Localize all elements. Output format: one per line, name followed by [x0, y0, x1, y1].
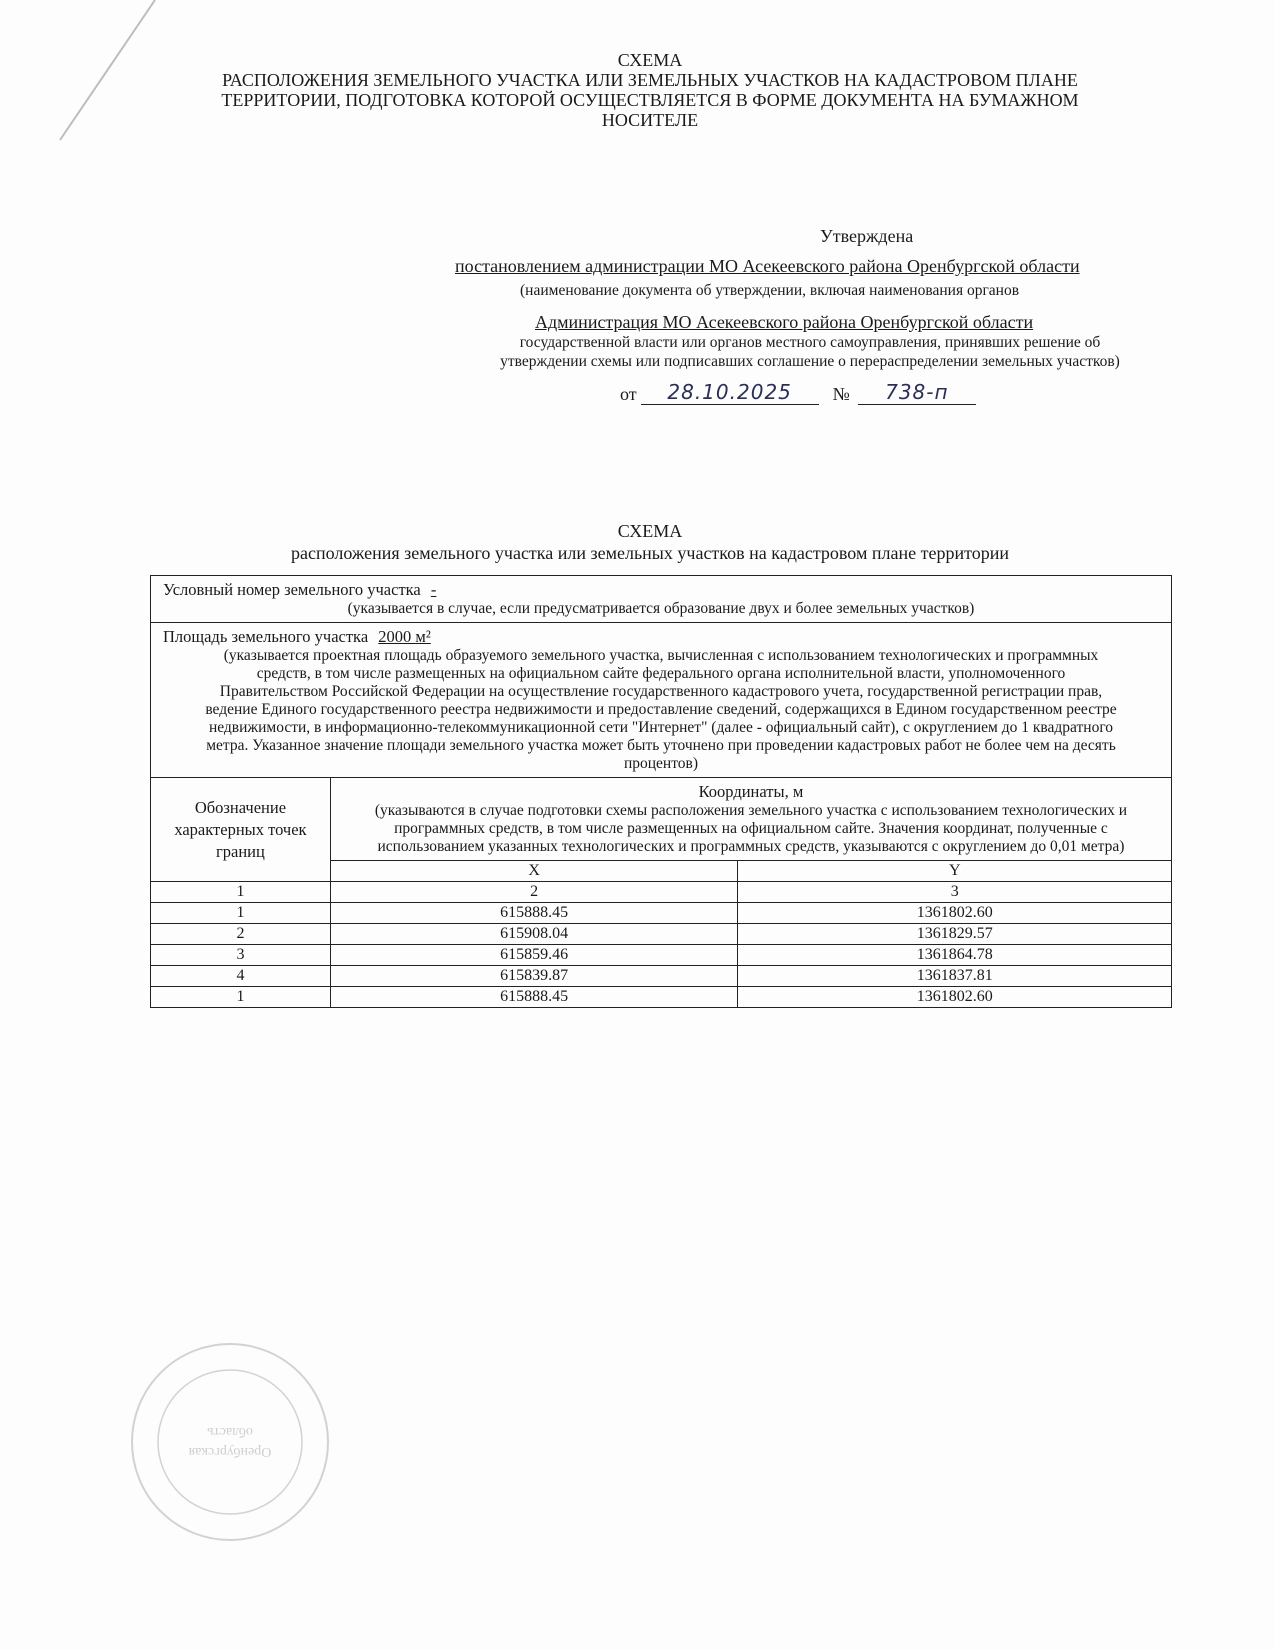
scheme-subtitle: расположения земельного участка или земельных участков на кадастровом плане территории: [291, 543, 1009, 563]
table-row: [151, 987, 1172, 1008]
approval-date-row: [620, 380, 976, 405]
point-id: 3: [151, 945, 331, 966]
number-field: [858, 380, 976, 405]
col-number-2: 2: [330, 882, 738, 903]
authority-note-line-2: утверждении схемы или подписавших соглашение о перераспределении земельных участков): [500, 353, 1120, 370]
col-number-1: 1: [151, 882, 331, 903]
coords-header: Координаты, м: [698, 782, 804, 801]
approval-document-name: постановлением администрации МО Асекеевского района Оренбургской области: [455, 256, 1080, 276]
table-row: [151, 924, 1172, 945]
coords-header-row: [151, 778, 1172, 861]
date-field: [641, 380, 819, 405]
point-id: 1: [151, 903, 331, 924]
approval-document-note: (наименование документа об утверждении, включая наименования органов: [520, 282, 1020, 299]
point-x: 615859.46: [330, 945, 738, 966]
area-cell: [151, 623, 1172, 778]
point-y: 1361837.81: [738, 966, 1172, 987]
title-line-1: СХЕМА: [617, 50, 683, 70]
approval-authority: Администрация МО Асекеевского района Оренбургской области: [535, 312, 1034, 332]
point-id: 4: [151, 966, 331, 987]
table-row: [151, 966, 1172, 987]
col-y-header: Y: [738, 861, 1172, 882]
number-prefix: №: [832, 384, 850, 404]
col-x-header: X: [330, 861, 738, 882]
point-x: 615888.45: [330, 987, 738, 1008]
point-id: 1: [151, 987, 331, 1008]
plot-number-note: (указывается в случае, если предусматривается образование двух и более земельных участков): [347, 600, 975, 617]
points-header: Обозначение характерных точек границ: [151, 778, 331, 882]
area-label: Площадь земельного участка: [163, 627, 369, 646]
scheme-title-block: [150, 520, 1150, 564]
plot-number-cell: [151, 576, 1172, 623]
authority-note-line-1: государственной власти или органов местного самоуправления, принявших решение об: [519, 334, 1101, 351]
coords-header-cell: [330, 778, 1171, 861]
point-x: 615908.04: [330, 924, 738, 945]
title-line-2: РАСПОЛОЖЕНИЯ ЗЕМЕЛЬНОГО УЧАСТКА ИЛИ ЗЕМЕЛЬНЫХ УЧАСТКОВ НА КАДАСТРОВОМ ПЛАНЕ: [222, 70, 1078, 90]
title-line-4: НОСИТЕЛЕ: [601, 110, 699, 130]
scheme-table: [150, 575, 1172, 1008]
scan-artifact-line: [55, 0, 165, 150]
scheme-title: СХЕМА: [617, 521, 683, 541]
plot-number-label: Условный номер земельного участка: [163, 580, 421, 599]
plot-number-value: -: [430, 580, 437, 599]
area-value: 2000 м²: [378, 627, 431, 646]
seal-stamp: [128, 1340, 333, 1545]
handwritten-date: 28.10.2025: [667, 380, 792, 404]
point-y: 1361802.60: [738, 987, 1172, 1008]
table-row: [151, 903, 1172, 924]
point-y: 1361802.60: [738, 903, 1172, 924]
seal-text-line-2: область: [207, 1424, 253, 1439]
title-line-3: ТЕРРИТОРИИ, ПОДГОТОВКА КОТОРОЙ ОСУЩЕСТВЛЯЕТСЯ В ФОРМЕ ДОКУМЕНТА НА БУМАЖНОМ: [221, 90, 1079, 110]
area-note: (указывается проектная площадь образуемого земельного участка, вычисленная с использованием технологических и программных средств, в том числе размещенных на официальном сайте федерального органа исполнительной власти, уполномоченного Правительством Российской Федерации на осуществление государственного кадастрового учета, государственной регистрации прав, ведение Единого государственного реестра недвижимости и предоставление сведений, содержащихся в Едином государственном реестре недвижимости, в информационно-телекоммуникационной сети "Интернет" (далее - официальный сайт), с округлением до 1 квадратного метра. Указанное значение площади земельного участка может быть уточнено при проведении кадастровых работ не более чем на десять процентов): [205, 647, 1117, 772]
column-number-row: [151, 882, 1172, 903]
point-x: 615888.45: [330, 903, 738, 924]
approval-authority-note: [440, 333, 1180, 371]
table-row: [151, 945, 1172, 966]
approved-label: Утверждена: [820, 226, 914, 246]
handwritten-number: 738-п: [885, 380, 949, 404]
point-id: 2: [151, 924, 331, 945]
col-number-3: 3: [738, 882, 1172, 903]
area-row: [151, 623, 1172, 778]
coords-note: (указываются в случае подготовки схемы расположения земельного участка с использованием технологических и программных средств, в том числе размещенных на официальном сайте. Значения координат, полученные с использованием указанных технологических и программных средств, указываются с округлением до 0,01 метра): [374, 802, 1128, 855]
document-title: [150, 50, 1150, 130]
point-y: 1361829.57: [738, 924, 1172, 945]
date-prefix: от: [620, 384, 637, 404]
seal-text-line-1: Оренбургская: [188, 1444, 272, 1459]
point-x: 615839.87: [330, 966, 738, 987]
point-y: 1361864.78: [738, 945, 1172, 966]
plot-number-row: [151, 576, 1172, 623]
